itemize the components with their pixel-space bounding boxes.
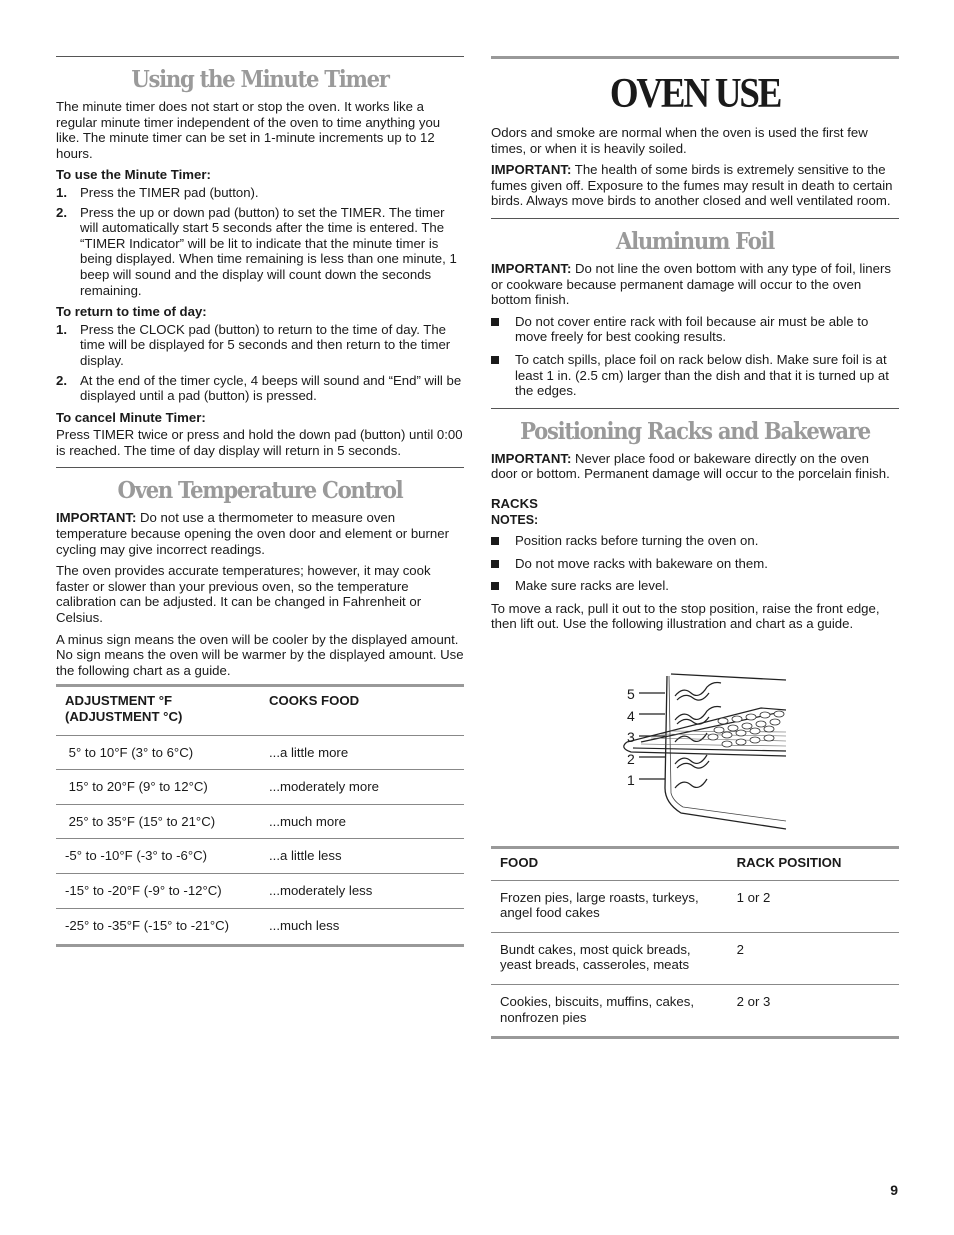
section-divider	[56, 467, 464, 468]
right-column	[491, 0, 899, 1039]
temp-para-2: The oven provides accurate temperatures; however, it may cook faster or slower than your previous oven, so the temperature calibration can be adjusted. It can be changed in Fahrenheit or Celsius.	[56, 563, 431, 626]
table-row: 25° to 35°F (15° to 21°C) ...much more	[56, 804, 464, 839]
racks-title: Positioning Racks and Bakeware	[520, 417, 870, 445]
table-header-row	[56, 687, 464, 735]
col-header-cooks-food: COOKS FOOD	[269, 693, 360, 709]
temp-para-3: A minus sign means the oven will be cooler by the displayed amount. No sign means the oven will be warmer by the displayed amount. Use the following chart as a guide.	[56, 631, 464, 678]
return-time-steps	[56, 322, 464, 404]
rack-number-5: 5	[627, 686, 635, 703]
table-header-row	[491, 849, 899, 880]
aluminum-foil-title: Aluminum Foil	[615, 227, 775, 255]
minute-timer-title: Using the Minute Timer	[131, 66, 389, 93]
table-row: Frozen pies, large roasts, turkeys, angel food cakes 1 or 2	[491, 880, 899, 932]
section-divider	[491, 408, 899, 409]
temp-control-title: Oven Temperature Control	[117, 477, 403, 505]
col-header-adjustment: ADJUSTMENT °F (ADJUSTMENT °C)	[65, 693, 183, 724]
cancel-timer-text: Press TIMER twice or press and hold the down pad (button) until 0:00 is reached. The time of day display will return in 5 seconds.	[56, 427, 463, 458]
oven-use-important: IMPORTANT: The health of some birds is extremely sensitive to the fumes given off. Exposure to the fumes may result in death to certain birds. Always move birds to another closed and well ventilated room.	[491, 162, 893, 209]
adjustment-table	[56, 684, 464, 947]
list-item: Make sure racks are level.	[491, 578, 899, 594]
list-item: 1. Press the TIMER pad (button).	[56, 184, 259, 200]
racks-heading: RACKS	[491, 495, 538, 511]
col-header-food: FOOD	[500, 855, 539, 871]
list-item: Position racks before turning the oven on.	[491, 533, 899, 549]
oven-use-title: OVEN USE	[609, 71, 781, 117]
notes-heading: NOTES:	[491, 512, 539, 527]
list-item: To catch spills, place foil on rack below dish. Make sure foil is at least 1 in. (2.5 cm) larger than the dish and that it is turned up at the edges.	[491, 352, 899, 399]
table-row: -25° to -35°F (-15° to -21°C) ...much less	[56, 908, 464, 944]
list-item: 2. At the end of the timer cycle, 4 beeps will sound and “End” will be displayed until a pad (button) is pressed.	[56, 372, 462, 404]
foil-bullets	[491, 314, 899, 399]
rack-position-table	[491, 846, 899, 1039]
section-divider	[491, 218, 899, 219]
rack-illustration	[491, 638, 899, 840]
list-item: Do not move racks with bakeware on them.	[491, 556, 899, 572]
col-header-rack-position: RACK POSITION	[736, 855, 842, 871]
page-number: 9	[890, 1182, 898, 1198]
racks-important: IMPORTANT: Never place food or bakeware directly on the oven door or bottom. Permanent damage will occur to the porcelain finish.	[491, 450, 890, 482]
section-divider	[491, 56, 899, 59]
return-time-heading: To return to time of day:	[56, 304, 207, 320]
oven-use-para: Odors and smoke are normal when the oven is used the first few times, or when it is heavily soiled.	[491, 125, 868, 156]
table-row: -5° to -10°F (-3° to -6°C) ...a little less	[56, 839, 464, 874]
list-item: Do not cover entire rack with foil because air must be able to move freely for best cooking results.	[491, 314, 899, 345]
use-timer-steps	[56, 185, 464, 298]
table-row: Cookies, biscuits, muffins, cakes, nonfrozen pies 2 or 3	[491, 985, 899, 1037]
table-row: 15° to 20°F (9° to 12°C) ...moderately more	[56, 770, 464, 805]
rack-number-labels	[627, 684, 639, 792]
foil-important: IMPORTANT: Do not line the oven bottom with any type of foil, liners or cookware because permanent damage will occur to the oven bottom finish.	[491, 260, 891, 308]
table-row: Bundt cakes, most quick breads, yeast breads, casseroles, meats 2	[491, 932, 899, 984]
left-column	[56, 0, 464, 947]
cancel-timer-heading: To cancel Minute Timer:	[56, 409, 206, 425]
table-row: -15° to -20°F (-9° to -12°C) ...moderately less	[56, 873, 464, 908]
section-divider	[56, 56, 464, 57]
list-item: 2. Press the up or down pad (button) to set the TIMER. The timer will automatically start 5 seconds after the time is entered. The “TIMER Indicator” will be lit to indicate that the minute timer is being displayed. When time remaining is less than one minute, 1 beep will sound and the display will count down the seconds remaining.	[56, 204, 457, 298]
list-item: 1. Press the CLOCK pad (button) to return to the time of day. The time will be displayed for 5 seconds and then return to the timer display.	[56, 321, 451, 368]
rack-number-4: 4	[627, 707, 635, 724]
rack-number-3: 3	[627, 729, 635, 746]
table-row: 5° to 10°F (3° to 6°C) ...a little more	[56, 735, 464, 770]
minute-timer-intro: The minute timer does not start or stop the oven. It works like a regular minute timer independent of the oven to time anything you like. The minute timer can be set in 1-minute increments up to 12 hours.	[56, 99, 441, 161]
temp-important-para: IMPORTANT: Do not use a thermometer to measure oven temperature because opening the oven door and element or burner cycling may give incorrect readings.	[56, 510, 449, 557]
rack-number-1: 1	[627, 772, 635, 789]
oven-rack-diagram	[491, 638, 899, 840]
rack-number-2: 2	[627, 750, 635, 767]
use-timer-heading: To use the Minute Timer:	[56, 167, 211, 183]
move-rack-text: To move a rack, pull it out to the stop position, raise the front edge, then lift out. Use the following illustration and chart as a guide.	[491, 600, 880, 632]
rack-notes	[491, 533, 899, 594]
